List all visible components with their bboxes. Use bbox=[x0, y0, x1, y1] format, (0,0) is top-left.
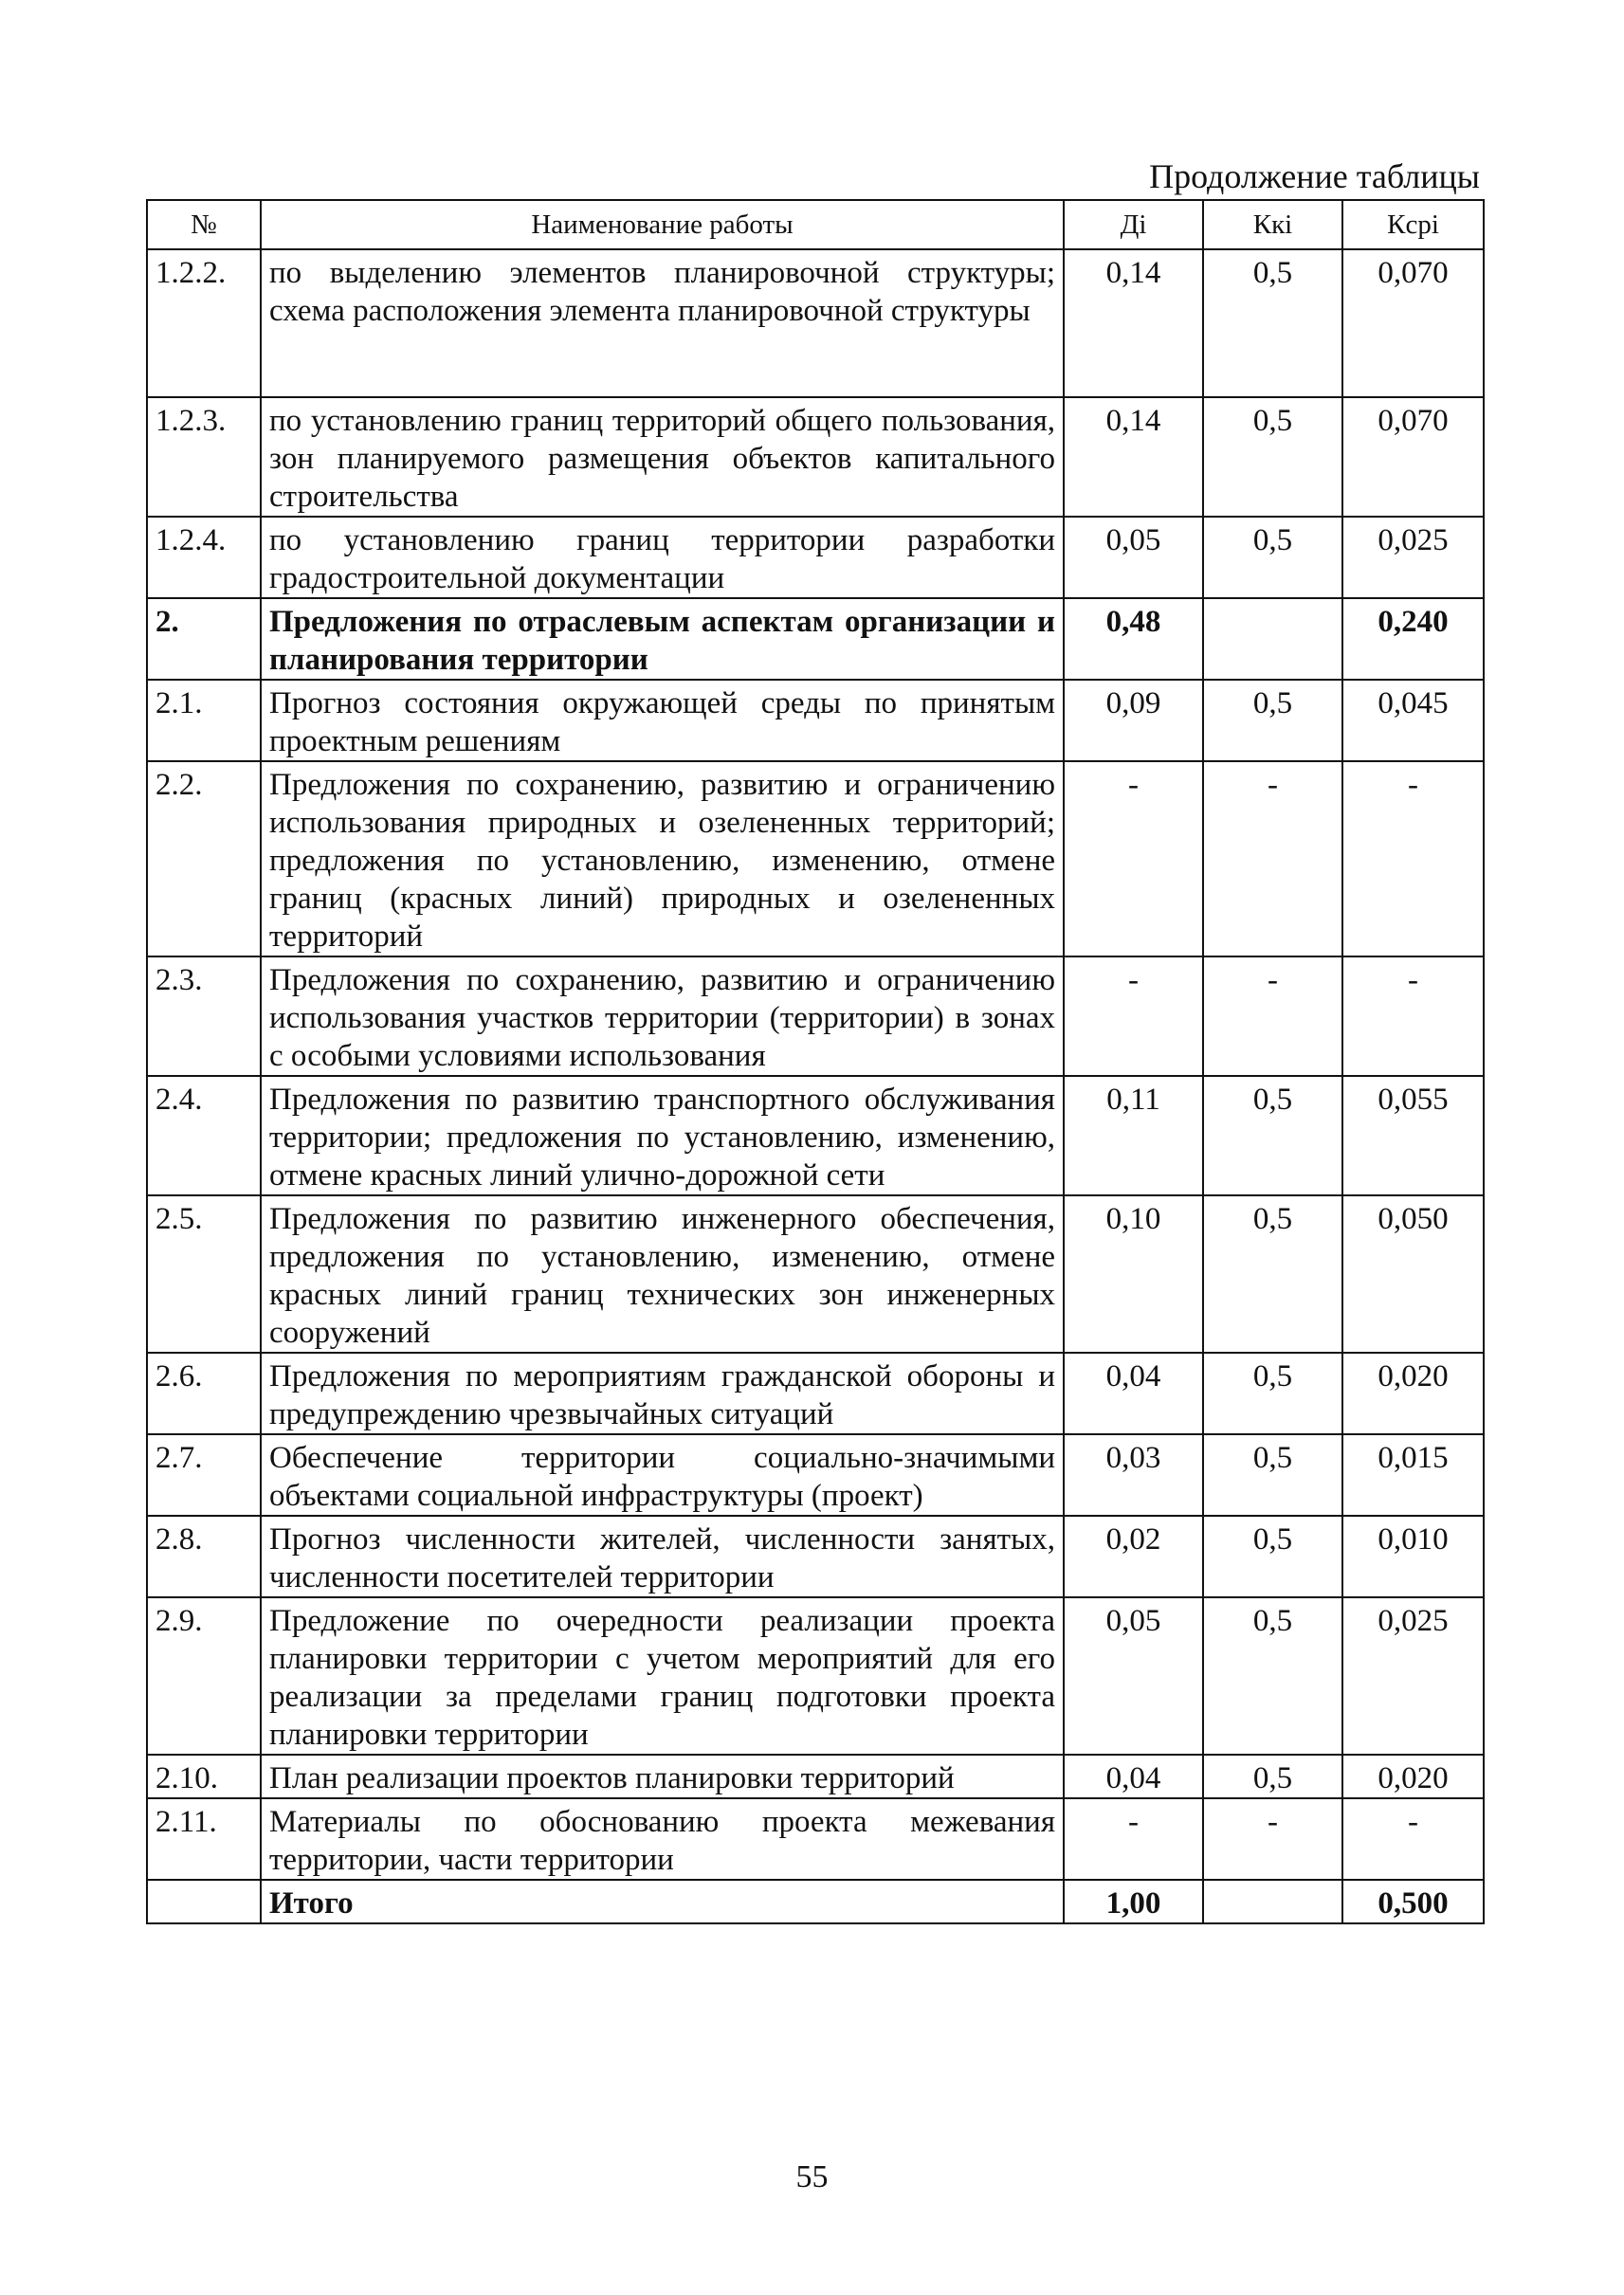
row-kk-value: 0,5 bbox=[1203, 517, 1342, 598]
table-continuation-caption: Продолжение таблицы bbox=[1149, 157, 1480, 195]
row-number bbox=[147, 1880, 261, 1923]
row-number: 1.2.2. bbox=[147, 249, 261, 397]
row-work-name: Предложения по сохранению, развитию и ограничению использования участков территории (территории) в зонах с особыми условиями использования bbox=[261, 956, 1064, 1076]
row-work-name: План реализации проектов планировки территорий bbox=[261, 1755, 1064, 1798]
table-row bbox=[147, 397, 1484, 517]
row-kcp-value: 0,070 bbox=[1342, 397, 1484, 517]
row-kcp-value: 0,010 bbox=[1342, 1516, 1484, 1597]
row-kk-value: 0,5 bbox=[1203, 249, 1342, 397]
row-number: 2.4. bbox=[147, 1076, 261, 1195]
row-number: 2.7. bbox=[147, 1434, 261, 1516]
row-work-name: по установлению границ территории разработки градостроительной документации bbox=[261, 517, 1064, 598]
row-d-value: 0,14 bbox=[1064, 397, 1203, 517]
table-total-row bbox=[147, 1880, 1484, 1923]
row-kcp-value: - bbox=[1342, 761, 1484, 956]
row-work-name: Предложение по очередности реализации проекта планировки территории с учетом мероприятий для его реализации за пределами границ подготовки проекта планировки территории bbox=[261, 1597, 1064, 1755]
header-number: № bbox=[147, 200, 261, 249]
row-d-value: 1,00 bbox=[1064, 1880, 1203, 1923]
row-work-name: Предложения по развитию инженерного обеспечения, предложения по установлению, изменению, отмене красных линий границ технических зон инженерных сооружений bbox=[261, 1195, 1064, 1353]
table-row bbox=[147, 1076, 1484, 1195]
row-number: 2.1. bbox=[147, 680, 261, 761]
row-kcp-value: 0,025 bbox=[1342, 517, 1484, 598]
table-row bbox=[147, 1798, 1484, 1880]
table-header-row bbox=[147, 200, 1484, 249]
row-kcp-value: 0,015 bbox=[1342, 1434, 1484, 1516]
row-number: 2. bbox=[147, 598, 261, 680]
row-kk-value: 0,5 bbox=[1203, 1597, 1342, 1755]
row-kcp-value: 0,500 bbox=[1342, 1880, 1484, 1923]
row-work-name: Прогноз численности жителей, численности занятых, численности посетителей территории bbox=[261, 1516, 1064, 1597]
row-kk-value: 0,5 bbox=[1203, 1195, 1342, 1353]
row-kcp-value: 0,025 bbox=[1342, 1597, 1484, 1755]
table-row-section bbox=[147, 598, 1484, 680]
row-number: 2.9. bbox=[147, 1597, 261, 1755]
row-d-value: 0,09 bbox=[1064, 680, 1203, 761]
row-kcp-value: - bbox=[1342, 1798, 1484, 1880]
table-row bbox=[147, 761, 1484, 956]
row-work-name: Материалы по обоснованию проекта межевания территории, части территории bbox=[261, 1798, 1064, 1880]
row-kk-value: 0,5 bbox=[1203, 1516, 1342, 1597]
row-kcp-value: 0,020 bbox=[1342, 1353, 1484, 1434]
row-kcp-value: 0,045 bbox=[1342, 680, 1484, 761]
row-number: 1.2.3. bbox=[147, 397, 261, 517]
row-kk-value: 0,5 bbox=[1203, 397, 1342, 517]
row-d-value: 0,02 bbox=[1064, 1516, 1203, 1597]
table-row bbox=[147, 1597, 1484, 1755]
row-kcp-value: 0,050 bbox=[1342, 1195, 1484, 1353]
row-number: 2.8. bbox=[147, 1516, 261, 1597]
row-kk-value: 0,5 bbox=[1203, 1434, 1342, 1516]
row-kk-value: 0,5 bbox=[1203, 1076, 1342, 1195]
row-kcp-value: 0,020 bbox=[1342, 1755, 1484, 1798]
row-number: 2.6. bbox=[147, 1353, 261, 1434]
row-kcp-value: 0,240 bbox=[1342, 598, 1484, 680]
table-row bbox=[147, 1516, 1484, 1597]
row-d-value: - bbox=[1064, 1798, 1203, 1880]
table-row bbox=[147, 517, 1484, 598]
row-work-name: Итого bbox=[261, 1880, 1064, 1923]
row-kk-value: 0,5 bbox=[1203, 680, 1342, 761]
row-kcp-value: 0,055 bbox=[1342, 1076, 1484, 1195]
header-kk: Ккi bbox=[1203, 200, 1342, 249]
row-work-name: Прогноз состояния окружающей среды по принятым проектным решениям bbox=[261, 680, 1064, 761]
table-row bbox=[147, 249, 1484, 397]
row-d-value: 0,11 bbox=[1064, 1076, 1203, 1195]
row-kk-value: - bbox=[1203, 1798, 1342, 1880]
row-d-value: 0,04 bbox=[1064, 1353, 1203, 1434]
row-kk-value bbox=[1203, 598, 1342, 680]
row-kcp-value: 0,070 bbox=[1342, 249, 1484, 397]
row-number: 2.5. bbox=[147, 1195, 261, 1353]
row-kk-value bbox=[1203, 1880, 1342, 1923]
row-work-name: Предложения по сохранению, развитию и ограничению использования природных и озелененных территорий; предложения по установлению, изменению, отмене границ (красных линий) природных и озелененных территорий bbox=[261, 761, 1064, 956]
row-work-name: Предложения по отраслевым аспектам организации и планирования территории bbox=[261, 598, 1064, 680]
row-d-value: 0,04 bbox=[1064, 1755, 1203, 1798]
row-d-value: 0,05 bbox=[1064, 517, 1203, 598]
table-row bbox=[147, 1755, 1484, 1798]
table-row bbox=[147, 956, 1484, 1076]
table-row bbox=[147, 680, 1484, 761]
row-work-name: Предложения по развитию транспортного обслуживания территории; предложения по установлению, изменению, отмене красных линий улично-дорожной сети bbox=[261, 1076, 1064, 1195]
row-work-name: по установлению границ территорий общего пользования, зон планируемого размещения объектов капитального строительства bbox=[261, 397, 1064, 517]
row-d-value: 0,03 bbox=[1064, 1434, 1203, 1516]
row-number: 2.11. bbox=[147, 1798, 261, 1880]
row-d-value: - bbox=[1064, 956, 1203, 1076]
header-work-name: Наименование работы bbox=[261, 200, 1064, 249]
row-number: 2.3. bbox=[147, 956, 261, 1076]
row-work-name: Обеспечение территории социально-значимыми объектами социальной инфраструктуры (проект) bbox=[261, 1434, 1064, 1516]
header-kcp: Кcpi bbox=[1342, 200, 1484, 249]
row-number: 1.2.4. bbox=[147, 517, 261, 598]
header-d: Дi bbox=[1064, 200, 1203, 249]
row-kk-value: 0,5 bbox=[1203, 1353, 1342, 1434]
row-number: 2.2. bbox=[147, 761, 261, 956]
row-d-value: 0,05 bbox=[1064, 1597, 1203, 1755]
page-number: 55 bbox=[795, 2159, 829, 2195]
row-d-value: - bbox=[1064, 761, 1203, 956]
row-work-name: Предложения по мероприятиям гражданской обороны и предупреждению чрезвычайных ситуаций bbox=[261, 1353, 1064, 1434]
row-work-name: по выделению элементов планировочной структуры; схема расположения элемента планировочной структуры bbox=[261, 249, 1064, 397]
row-d-value: 0,48 bbox=[1064, 598, 1203, 680]
table-row bbox=[147, 1434, 1484, 1516]
row-number: 2.10. bbox=[147, 1755, 261, 1798]
row-kk-value: - bbox=[1203, 761, 1342, 956]
row-kk-value: 0,5 bbox=[1203, 1755, 1342, 1798]
row-kcp-value: - bbox=[1342, 956, 1484, 1076]
row-kk-value: - bbox=[1203, 956, 1342, 1076]
row-d-value: 0,10 bbox=[1064, 1195, 1203, 1353]
table-row bbox=[147, 1195, 1484, 1353]
table-row bbox=[147, 1353, 1484, 1434]
work-cost-table bbox=[146, 199, 1485, 1924]
row-d-value: 0,14 bbox=[1064, 249, 1203, 397]
